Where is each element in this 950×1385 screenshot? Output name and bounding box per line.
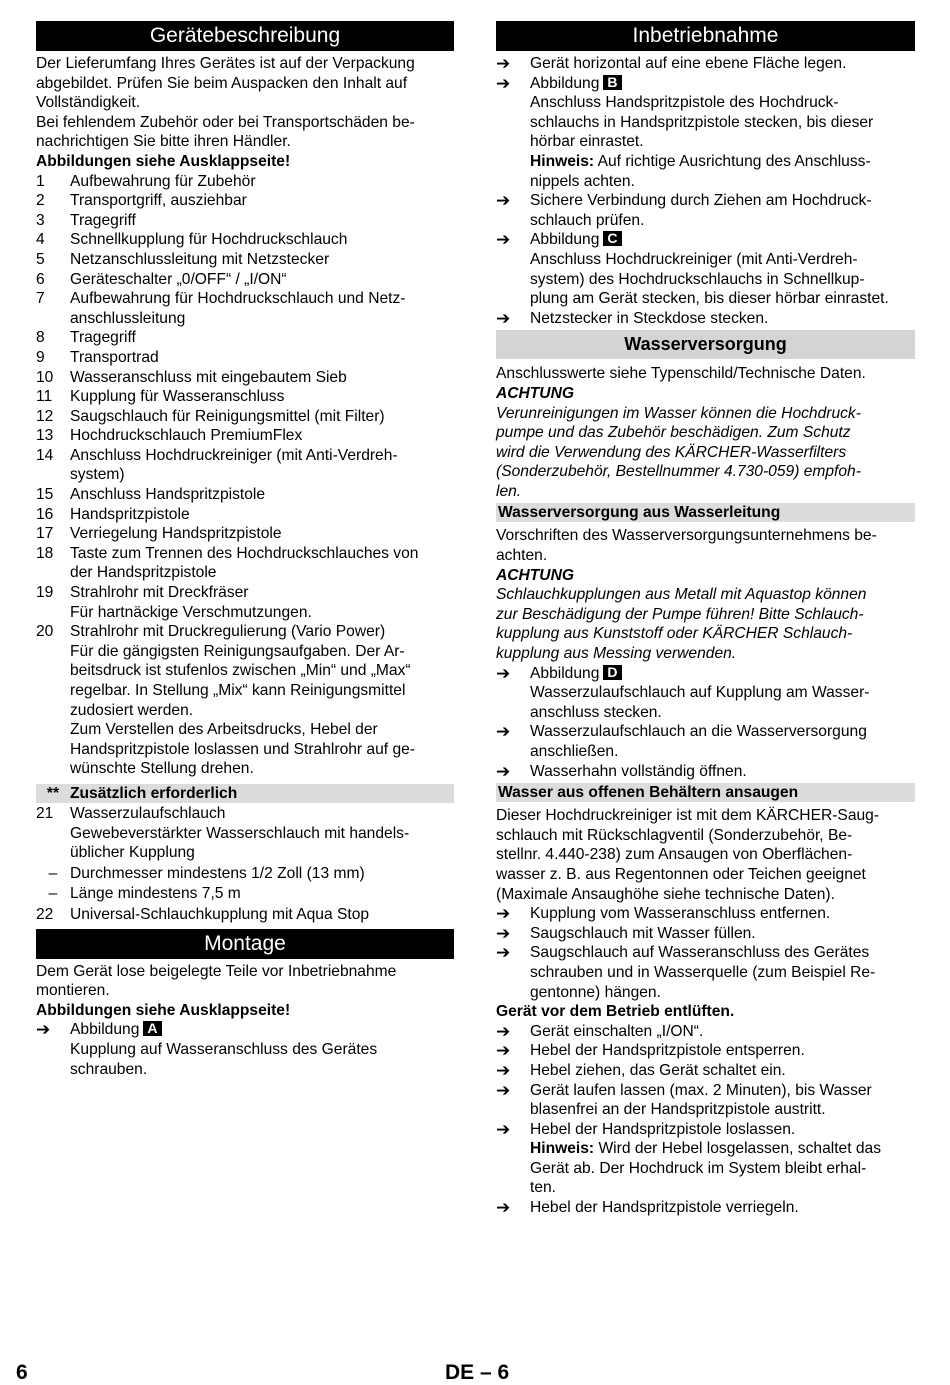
text-line: Schlauchkupplungen aus Metall mit Aquastop können	[496, 586, 867, 604]
subsection-title-behaelter: Wasser aus offenen Behältern ansaugen	[496, 783, 915, 802]
arrow-right-icon: ➔	[496, 308, 511, 328]
instruction-step	[496, 664, 915, 723]
step-text	[530, 1120, 915, 1198]
figure-badge: D	[603, 665, 621, 680]
item-text	[70, 230, 454, 250]
step-line: Kupplung auf Wasseranschluss des Gerätes	[70, 1040, 378, 1058]
text-line: kupplung aus Kunststoff oder KÄRCHER Schlauch-	[496, 625, 853, 643]
item-number: 6	[36, 270, 45, 288]
item-text	[70, 387, 454, 407]
step-line: Hebel der Handspritzpistole verriegeln.	[530, 1199, 799, 1217]
extra-required-header	[36, 784, 454, 803]
step-line: Netzstecker in Steckdose stecken.	[530, 309, 769, 327]
section-title-montage: Montage	[36, 929, 454, 959]
item-text	[70, 250, 454, 270]
figure-line	[530, 664, 915, 684]
step-text	[530, 1061, 915, 1081]
step-text	[530, 74, 915, 192]
list-item	[36, 348, 454, 368]
figure-badge: B	[603, 75, 621, 90]
arrow-right-icon: ➔	[496, 1119, 511, 1139]
item-number: 3	[36, 211, 45, 229]
item-text	[70, 505, 454, 525]
step-line: gentonne) hängen.	[530, 983, 661, 1001]
instruction-step	[496, 722, 915, 761]
text-line: Verunreinigungen im Wasser können die Hochdruck-	[496, 404, 861, 422]
instruction-step	[496, 1041, 915, 1061]
item-line: regelbar. In Stellung „Mix“ kann Reinigungsmittel	[70, 682, 406, 699]
item-line: system)	[70, 466, 125, 484]
arrow-right-icon: ➔	[496, 1021, 511, 1041]
text-line: wasser z. B. aus Regentonnen oder Teichen geeignet	[496, 865, 866, 883]
list-item	[36, 270, 454, 290]
list-item	[36, 230, 454, 250]
item-line: Zum Verstellen des Arbeitsdrucks, Hebel der	[70, 721, 378, 739]
item-number: 22	[36, 905, 54, 923]
step-line: blasenfrei an der Handspritzpistole austritt.	[530, 1101, 826, 1119]
note-text: Wird der Hebel losgelassen, schaltet das	[594, 1140, 882, 1158]
extra-marker: **	[46, 784, 60, 802]
figure-label: Abbildung	[530, 231, 600, 249]
montage-line: montieren.	[36, 982, 110, 1000]
item-line: Hochdruckschlauch PremiumFlex	[70, 427, 303, 445]
dash-text: Länge mindestens 7,5 m	[70, 885, 241, 903]
list-item	[36, 289, 454, 328]
step-text	[530, 309, 915, 329]
instruction-step	[496, 762, 915, 782]
step-text	[530, 904, 915, 924]
arrow-right-icon: ➔	[496, 54, 511, 73]
item-line: Netzanschlussleitung mit Netzstecker	[70, 250, 330, 268]
section-title-wasserversorgung: Wasserversorgung	[496, 330, 915, 359]
intro-line: nachrichtigen Sie bitte ihren Händler.	[36, 133, 291, 151]
item-number: 17	[36, 525, 54, 543]
list-item	[36, 905, 454, 925]
steps-inbetriebnahme	[496, 54, 915, 328]
text-line: (Maximale Ansaughöhe siehe technische Daten).	[496, 885, 835, 903]
item-number: 4	[36, 231, 45, 249]
instruction-step	[496, 1022, 915, 1042]
item-number: 7	[36, 290, 45, 308]
item-number: 9	[36, 348, 45, 366]
item-text	[70, 328, 454, 348]
list-item	[36, 485, 454, 505]
arrow-right-icon: ➔	[496, 230, 511, 250]
dash-marker: –	[48, 864, 58, 882]
warning-label: ACHTUNG	[496, 384, 574, 402]
item-number: 15	[36, 486, 54, 504]
step-text	[530, 1198, 915, 1218]
warning-label: ACHTUNG	[496, 566, 574, 584]
text-line: zur Beschädigung der Pumpe führen! Bitte Schlauch-	[496, 605, 864, 623]
steps-wasserleitung	[496, 664, 915, 782]
figure-label: Abbildung	[530, 74, 600, 92]
list-item	[36, 446, 454, 485]
step-line: schrauben und in Wasserquelle (zum Beispiel Re-	[530, 963, 876, 981]
item-line: wünschte Stellung drehen.	[70, 760, 254, 778]
text-line: len.	[496, 482, 522, 500]
arrow-right-icon: ➔	[496, 943, 511, 963]
note-text: Auf richtige Ausrichtung des Anschluss-	[594, 152, 871, 170]
steps-ansaugen	[496, 904, 915, 1002]
arrow-right-icon: ➔	[496, 1080, 511, 1100]
list-item	[36, 505, 454, 525]
arrow-right-icon: ➔	[496, 1041, 511, 1061]
instruction-step	[496, 74, 915, 192]
item-line: Transportrad	[70, 348, 159, 366]
item-text	[70, 426, 454, 446]
item-text	[70, 172, 454, 192]
step-line: Hebel der Handspritzpistole entsperren.	[530, 1042, 805, 1060]
instruction-step	[496, 1120, 915, 1198]
arrow-right-icon: ➔	[36, 1020, 51, 1040]
item-text	[70, 446, 454, 485]
item-text	[70, 583, 454, 622]
intro-line: Bei fehlendem Zubehör oder bei Transportschäden be-	[36, 113, 415, 131]
text-line: Dieser Hochdruckreiniger ist mit dem KÄRCHER-Saug-	[496, 807, 880, 825]
note-line: Gerät ab. Der Hochdruck im System bleibt erhal-	[530, 1159, 867, 1177]
item-number: 2	[36, 192, 45, 210]
step-line: Gerät horizontal auf eine ebene Fläche legen.	[530, 55, 847, 72]
warning-text	[496, 404, 915, 502]
instruction-step	[36, 1020, 454, 1079]
text-line: achten.	[496, 547, 548, 565]
step-line: Hebel der Handspritzpistole loslassen.	[530, 1120, 796, 1138]
item-number: 18	[36, 544, 54, 562]
montage-line: Dem Gerät lose beigelegte Teile vor Inbetriebnahme	[36, 962, 397, 980]
item-number: 13	[36, 427, 54, 445]
step-line: plung am Gerät stecken, bis dieser hörbar einrastet.	[530, 290, 889, 308]
warning-text	[496, 585, 915, 663]
instruction-step	[496, 904, 915, 924]
step-text	[530, 230, 915, 308]
page-code: DE – 6	[445, 1361, 510, 1384]
note-line: ten.	[530, 1179, 557, 1197]
list-item	[36, 804, 454, 863]
list-item	[36, 191, 454, 211]
instruction-step	[496, 54, 915, 74]
instruction-step	[496, 924, 915, 944]
subsection-title-wasserleitung: Wasserversorgung aus Wasserleitung	[496, 503, 915, 522]
subsection-text	[496, 526, 915, 565]
text-line: (Sonderzubehör, Bestellnummer 4.730-059) empfoh-	[496, 463, 861, 481]
item-line: Für die gängigsten Reinigungsaufgaben. Der Ar-	[70, 642, 405, 660]
figure-badge: A	[143, 1021, 161, 1036]
list-item	[36, 387, 454, 407]
figure-line	[530, 230, 915, 250]
item-line: Aufbewahrung für Hochdruckschlauch und Netz-	[70, 290, 406, 308]
item-line: Handspritzpistole	[70, 505, 190, 523]
figure-badge: C	[603, 231, 621, 246]
item-number: 11	[36, 388, 53, 406]
step-line: anschluss stecken.	[530, 703, 662, 721]
steps-entlueften	[496, 1022, 915, 1218]
arrow-right-icon: ➔	[496, 923, 511, 943]
instruction-step	[496, 230, 915, 308]
item-text	[70, 191, 454, 211]
item-line: Strahlrohr mit Dreckfräser	[70, 584, 249, 602]
list-item	[36, 407, 454, 427]
item-text	[70, 544, 454, 583]
item-line: Verriegelung Handspritzpistole	[70, 525, 282, 543]
list-item	[36, 524, 454, 544]
instruction-step	[496, 943, 915, 1002]
text-line: schlauch mit Rückschlagventil (Sonderzubehör, Be-	[496, 826, 853, 844]
item-number: 5	[36, 250, 45, 268]
step-line: Sichere Verbindung durch Ziehen am Hochdruck-	[530, 192, 872, 210]
item-number: 8	[36, 329, 45, 347]
step-line: Kupplung vom Wasseranschluss entfernen.	[530, 905, 831, 923]
item-text	[70, 289, 454, 328]
item-number: 1	[36, 172, 45, 190]
text-line: pumpe und das Zubehör beschädigen. Zum Schutz	[496, 424, 851, 442]
step-text	[530, 1081, 915, 1120]
note-label: Hinweis:	[530, 152, 595, 170]
item-line: Handspritzpistole loslassen und Strahlrohr auf ge-	[70, 740, 415, 758]
list-item	[36, 211, 454, 231]
step-line: Anschluss Hochdruckreiniger (mit Anti-Verdreh-	[530, 250, 858, 268]
item-line: Kupplung für Wasseranschluss	[70, 388, 285, 406]
step-text	[530, 722, 915, 761]
item-line: Wasseranschluss mit eingebautem Sieb	[70, 368, 347, 386]
item-line: Aufbewahrung für Zubehör	[70, 172, 256, 190]
list-item	[36, 368, 454, 388]
step-text	[530, 1022, 915, 1042]
item-line: Anschluss Handspritzpistole	[70, 486, 266, 504]
note-line: nippels achten.	[530, 172, 635, 190]
step-line: Gerät einschalten „I/ON“.	[530, 1022, 704, 1040]
item-line: Universal-Schlauchkupplung mit Aqua Stop	[70, 905, 370, 923]
item-text	[70, 211, 454, 231]
item-line: Wasserzulaufschlauch	[70, 804, 226, 822]
step-line: Wasserhahn vollständig öffnen.	[530, 762, 747, 780]
step-line: Wasserzulaufschlauch an die Wasserversorgung	[530, 723, 867, 741]
list-item	[36, 250, 454, 270]
text-line: stellnr. 4.440-238) zum Ansaugen von Oberflächen-	[496, 846, 853, 864]
vent-heading: Gerät vor dem Betrieb entlüften.	[496, 1003, 735, 1021]
step-text	[530, 762, 915, 782]
arrow-right-icon: ➔	[496, 663, 511, 683]
arrow-right-icon: ➔	[496, 73, 511, 93]
section-title-inbetriebnahme: Inbetriebnahme	[496, 21, 915, 51]
item-line: Anschluss Hochdruckreiniger (mit Anti-Verdreh-	[70, 446, 398, 464]
dash-text: Durchmesser mindestens 1/2 Zoll (13 mm)	[70, 864, 365, 882]
dash-marker: –	[48, 885, 58, 903]
step-text	[530, 664, 915, 723]
arrow-right-icon: ➔	[496, 191, 511, 211]
dash-item	[36, 864, 454, 884]
item-text	[70, 270, 454, 290]
instruction-step	[496, 309, 915, 329]
step-line: Gerät laufen lassen (max. 2 Minuten), bis Wasser	[530, 1081, 872, 1099]
step-line: Wasserzulaufschlauch auf Kupplung am Wasser-	[530, 684, 870, 702]
item-number: 21	[36, 804, 54, 822]
section-title-geraetebeschreibung: Gerätebeschreibung	[36, 21, 454, 51]
instruction-step	[496, 1061, 915, 1081]
page-number: 6	[16, 1361, 28, 1384]
item-number: 16	[36, 505, 54, 523]
item-line: Strahlrohr mit Druckregulierung (Vario Power)	[70, 623, 386, 641]
item-number: 19	[36, 584, 54, 602]
step-text	[530, 54, 915, 74]
item-text	[70, 407, 454, 427]
arrow-right-icon: ➔	[496, 904, 511, 924]
item-text	[70, 524, 454, 544]
step-line: schlauchs in Handspritzpistole stecken, bis dieser	[530, 113, 874, 131]
item-number: 20	[36, 623, 54, 641]
item-text	[70, 368, 454, 388]
list-item	[36, 622, 454, 779]
arrow-right-icon: ➔	[496, 1198, 511, 1218]
instruction-step	[496, 1081, 915, 1120]
item-text	[70, 348, 454, 368]
dash-item	[36, 884, 454, 904]
item-line: Tragegriff	[70, 211, 136, 229]
instruction-step	[496, 191, 915, 230]
item-line: Gewebeverstärkter Wasserschlauch mit handels-	[70, 824, 410, 842]
intro-line: Der Lieferumfang Ihres Gerätes ist auf der Verpackung	[36, 55, 415, 72]
see-fold-note: Abbildungen siehe Ausklappseite!	[36, 152, 291, 170]
parts-list	[36, 172, 454, 779]
step-line: schlauch prüfen.	[530, 211, 645, 229]
list-item	[36, 328, 454, 348]
step-line: hörbar einrastet.	[530, 133, 644, 151]
step-line: system) des Hochdruckschlauchs in Schnellkup-	[530, 270, 865, 288]
extra-label: Zusätzlich erforderlich	[70, 784, 238, 802]
item-line: beitsdruck ist stufenlos zwischen „Min“ und „Max“	[70, 662, 411, 680]
list-item	[36, 583, 454, 622]
figure-label: Abbildung	[530, 664, 600, 682]
intro-line: abgebildet. Prüfen Sie beim Auspacken den Inhalt auf	[36, 74, 408, 92]
arrow-right-icon: ➔	[496, 761, 511, 781]
item-line: Taste zum Trennen des Hochdruckschlauches von	[70, 544, 419, 562]
item-line: Schnellkupplung für Hochdruckschlauch	[70, 231, 348, 249]
text-line: Vorschriften des Wasserversorgungsunternehmens be-	[496, 527, 877, 545]
item-text	[70, 622, 454, 779]
arrow-right-icon: ➔	[496, 722, 511, 742]
step-line: Saugschlauch auf Wasseranschluss des Gerätes	[530, 944, 870, 962]
item-line: Tragegriff	[70, 329, 136, 347]
item-line: Geräteschalter „0/OFF“ / „I/ON“	[70, 270, 287, 288]
item-line: der Handspritzpistole	[70, 564, 217, 582]
item-line: anschlussleitung	[70, 309, 186, 327]
subsection-text	[496, 806, 915, 904]
note-line	[530, 152, 915, 172]
list-item	[36, 172, 454, 192]
item-line: Transportgriff, ausziehbar	[70, 192, 247, 210]
step-line: Saugschlauch mit Wasser füllen.	[530, 924, 756, 942]
item-text	[70, 485, 454, 505]
list-item	[36, 544, 454, 583]
text-line: kupplung aus Messing verwenden.	[496, 645, 737, 663]
wasser-intro: Anschlusswerte siehe Typenschild/Technische Daten.	[496, 365, 866, 383]
left-column	[36, 21, 454, 1079]
note-line	[530, 1139, 915, 1159]
item-line: zudosiert werden.	[70, 701, 194, 719]
arrow-right-icon: ➔	[496, 1060, 511, 1080]
step-text	[530, 924, 915, 944]
text-line: wird die Verwendung des KÄRCHER-Wasserfilters	[496, 443, 847, 461]
step-line: anschließen.	[530, 743, 619, 760]
item-line: Für hartnäckige Verschmutzungen.	[70, 603, 312, 621]
item-line: üblicher Kupplung	[70, 844, 195, 862]
step-text	[530, 1041, 915, 1061]
figure-label: Abbildung	[70, 1021, 140, 1039]
figure-line	[530, 74, 915, 94]
see-fold-note: Abbildungen siehe Ausklappseite!	[36, 1001, 291, 1019]
step-text	[530, 943, 915, 1002]
intro-line: Vollständigkeit.	[36, 94, 141, 112]
item-number: 10	[36, 368, 54, 386]
step-line: schrauben.	[70, 1060, 148, 1078]
step-line: Anschluss Handspritzpistole des Hochdruck-	[530, 94, 839, 112]
item-line: Saugschlauch für Reinigungsmittel (mit Filter)	[70, 407, 385, 425]
step-text	[530, 191, 915, 230]
item-number: 12	[36, 407, 54, 425]
instruction-step	[496, 1198, 915, 1218]
step-line: Hebel ziehen, das Gerät schaltet ein.	[530, 1061, 786, 1079]
item-number: 14	[36, 446, 54, 464]
note-label: Hinweis:	[530, 1140, 595, 1158]
right-column	[496, 21, 915, 1218]
list-item	[36, 426, 454, 446]
